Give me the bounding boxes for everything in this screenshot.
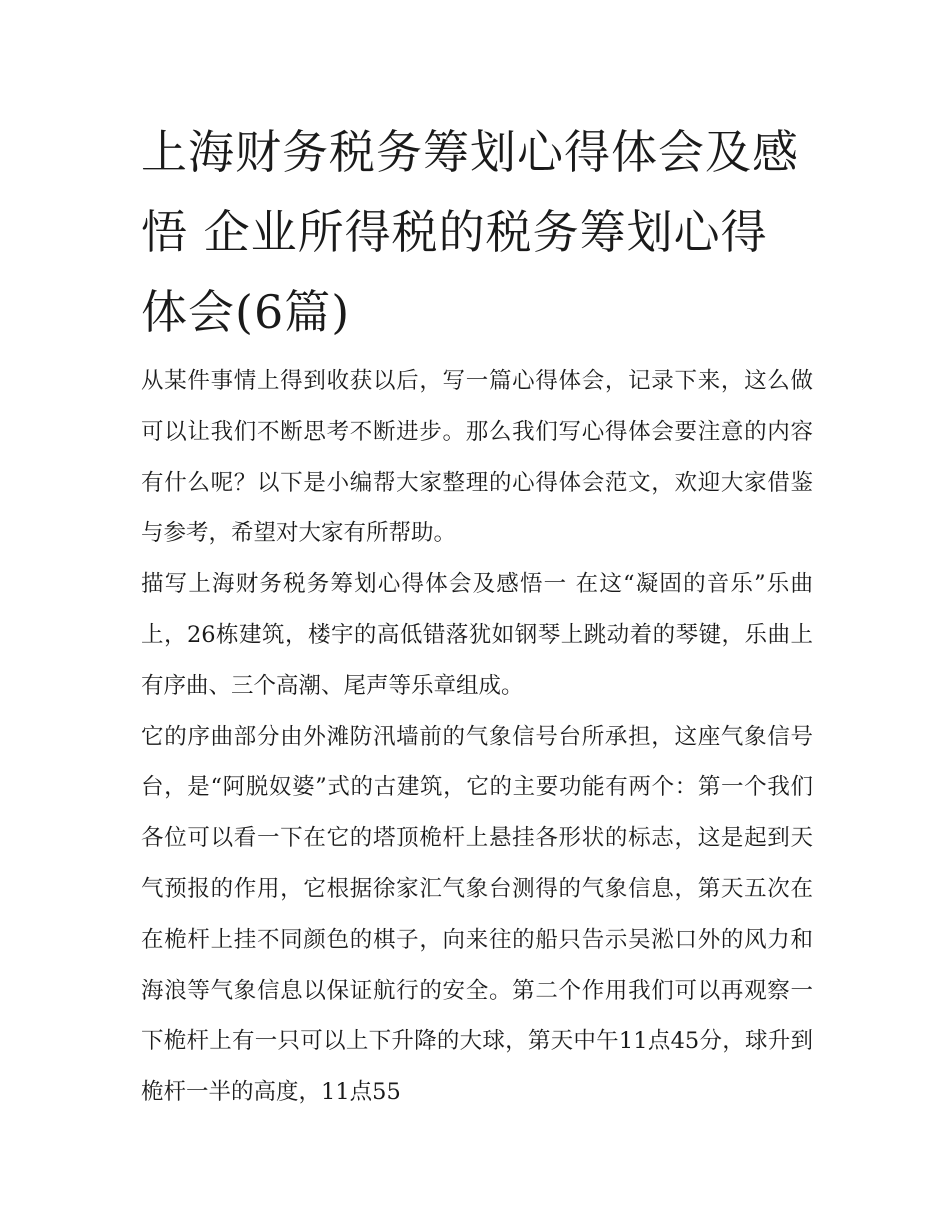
document-title: 上海财务税务筹划心得体会及感悟 企业所得税的税务筹划心得体会(6篇): [141, 125, 799, 339]
paragraph-intro: 从某件事情上得到收获以后，写一篇心得体会，记录下来，这么做可以让我们不断思考不断进步。那么我们写心得体会要注意的内容有什么呢？以下是小编帮大家整理的心得体会范文，欢迎大家借鉴与参考，希望对大家有所帮助。: [141, 368, 813, 547]
paragraph-section-one: 描写上海财务税务筹划心得体会及感悟一 在这“凝固的音乐”乐曲上，26栋建筑，楼宇的高低错落犹如钢琴上跳动着的琴键，乐曲上有序曲、三个高潮、尾声等乐章组成。: [141, 571, 813, 699]
paragraph-overture: 它的序曲部分由外滩防汛墙前的气象信号台所承担，这座气象信号台，是“阿脱奴婆”式的古建筑，它的主要功能有两个：第一个我们各位可以看一下在它的塔顶桅杆上悬挂各形状的标志，这是起到天气预报的作用，它根据徐家汇气象台测得的气象信息，第天五次在在桅杆上挂不同颜色的棋子，向来往的船只告示吴淞口外的风力和海浪等气象信息以保证航行的安全。第二个作用我们可以再观察一下桅杆上有一只可以上下升降的大球，第天中午11点45分，球升到桅杆一半的高度，11点55: [141, 723, 813, 1106]
document-page: [141, 112, 813, 1118]
